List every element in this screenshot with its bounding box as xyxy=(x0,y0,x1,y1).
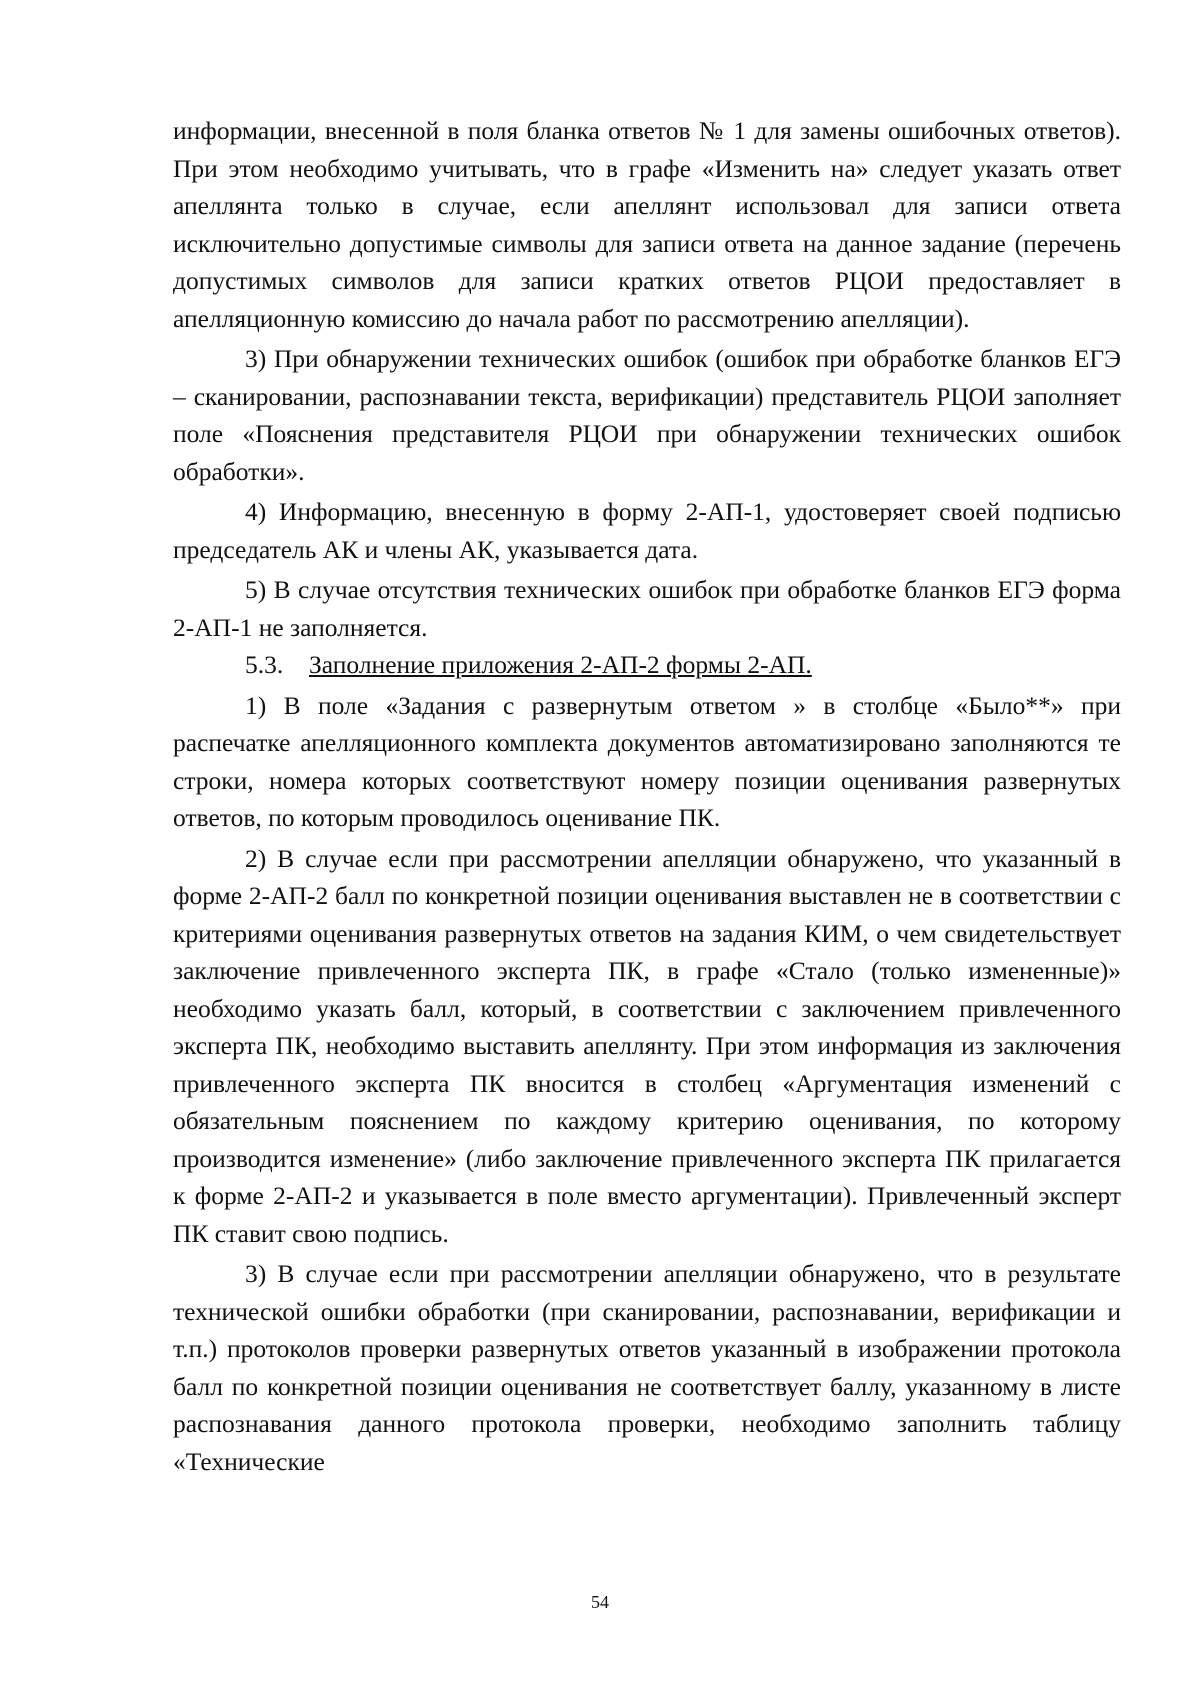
section-paragraph-1: 1) В поле «Задания с развернутым ответом » в столбце «Было**» при распечатке апелляционного комплекта документов автоматизировано заполняются те строки, номера которых соответствуют номеру позиции оценивания развернутых ответов, по которым проводилось оценивание ПК. xyxy=(173,690,1121,832)
section-paragraph-2: 2) В случае если при рассмотрении апелляции обнаружено, что указанный в форме 2-АП-2 балл по конкретной позиции оценивания выставлен не в соответствии с критериями оценивания развернутых ответов на задания КИМ, о чем свидетельствует заключение привлеченного эксперта ПК, в графе «Стало (только измененные)» необходимо указать балл, который, в соответствии с заключением привлеченного эксперта ПК, необходимо выставить апеллянту. При этом информация из заключения привлеченного эксперта ПК вносится в столбец «Аргументация изменений с обязательным пояснением по каждому критерию оценивания, по которому производится изменение» (либо заключение привлеченного эксперта ПК прилагается к форме 2-АП-2 и указывается в поле вместо аргументации). Привлеченный эксперт ПК ставит свою подпись. xyxy=(173,843,1121,1248)
paragraph-item-5: 5) В случае отсутствия технических ошибок при обработке бланков ЕГЭ форма 2-АП-1 не заполняется. xyxy=(173,575,1121,642)
paragraph-item-3: 3) При обнаружении технических ошибок (ошибок при обработке бланков ЕГЭ – сканировании, распознавании текста, верификации) представитель РЦОИ заполняет поле «Пояснения представителя РЦОИ при обнаружении технических ошибок обработки». xyxy=(173,344,1121,486)
section-number: 5.3. xyxy=(245,650,284,679)
page-number: 54 xyxy=(591,1592,609,1612)
paragraph-item-4: 4) Информацию, внесенную в форму 2-АП-1, удостоверяет своей подписью председатель АК и члены АК, указывается дата. xyxy=(173,497,1121,564)
section-paragraph-3: 3) В случае если при рассмотрении апелляции обнаружено, что в результате технической ошибки обработки (при сканировании, распознавании, верификации и т.п.) протоколов проверки развернутых ответов указанный в изображении протокола балл по конкретной позиции оценивания не соответствует баллу, указанному в листе распознавания данного протокола проверки, необходимо заполнить таблицу «Технические xyxy=(173,1259,1121,1476)
section-title: Заполнение приложения 2-АП-2 формы 2-АП. xyxy=(309,650,812,679)
document-page xyxy=(173,112,1121,1480)
section-heading xyxy=(173,646,1121,684)
paragraph-continuation: информации, внесенной в поля бланка ответов № 1 для замены ошибочных ответов). При этом необходимо учитывать, что в графе «Изменить на» следует указать ответ апеллянта только в случае, если апеллянт использовал для записи ответа исключительно допустимые символы для записи ответа на данное задание (перечень допустимых символов для записи кратких ответов РЦОИ предоставляет в апелляционную комиссию до начала работ по рассмотрению апелляции). xyxy=(173,116,1121,333)
